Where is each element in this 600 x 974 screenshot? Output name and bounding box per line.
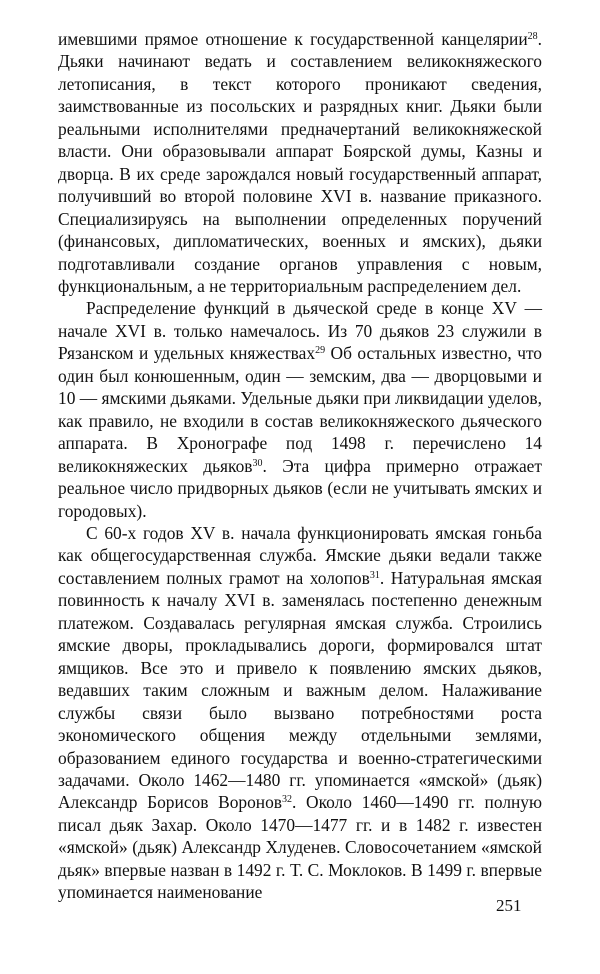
paragraph-text: имевшими прямое отношение к государственной канцелярии: [58, 29, 528, 49]
footnote-ref: 30: [252, 457, 263, 469]
paragraph-text: . Натуральная ямская повинность к началу XVI в. заменялась постепенно денежным платежом. Создавалась регулярная ямская служба. Строились ямские дворы, прокладывались дороги, формировался штат ямщиков. Все это и привело к появлению ямских дьяков, ведавших таким сложным и важным делом. Налаживание службы связи было вызвано потребностями роста экономического общения между отдельными землями, образованием единого государства и военно-стратегическими задачами. Около 1462—1480 гг. упоминается «ямской» (дьяк) Александр Борисов Воронов: [58, 567, 542, 813]
paragraph-text: Об остальных известно, что один был конюшенным, один — земским, два — дворцовыми и 10 — ямскими дьяками. Удельные дьяки при ликвидации уделов, как правило, не входили в состав великокняжеского дьяческого аппарата. В Хронографе под 1498 г. перечислено 14 великокняжеских дьяков: [58, 343, 543, 476]
footnote-ref: 32: [282, 794, 292, 806]
paragraph-text: . Эта цифра примерно отражает реальное число придворных дьяков (если не учитывать ямских и городовых).: [58, 455, 542, 521]
paragraph: [58, 28, 542, 297]
page-body: [58, 28, 542, 904]
footnote-ref: 29: [315, 345, 326, 357]
paragraph-text: . Около 1460—1490 гг. полную писал дьяк Захар. Около 1470—1477 гг. и в 1482 г. известен «ямской» (дьяк) Александр Хлуденев. Словосочетанием «ямской дьяк» впервые назван в 1492 г. Т. С. Моклоков. В 1499 г. впервые упоминается наименование: [58, 792, 542, 903]
paragraph: [58, 297, 542, 522]
paragraph-text: Распределение функций в дьяческой среде в конце XV — начале XVI в. только намечалось. Из 70 дьяков 23 служили в Рязанском и удельных княжествах: [58, 298, 542, 364]
paragraph-text: . Дьяки начинают ведать и составлением великокняжеского летописания, в текст которого проникают сведения, заимствованные из посольских и разрядных книг. Дьяки были реальными исполнителями предначертаний великокняжеской власти. Они образовывали аппарат Боярской думы, Казны и дворца. В их среде зарождался новый государственный аппарат, получивший во второй половине XVI в. название приказного. Специализируясь на выполнении определенных поручений (финансовых, дипломатических, военных и ямских), дьяки подготавливали создание органов управления с новым, функциональным, а не территориальным распределением дел.: [58, 29, 542, 296]
paragraph: [58, 522, 542, 904]
paragraph-text: С 60-х годов XV в. начала функционировать ямская гоньба как общегосударственная служба. Ямские дьяки ведали также составлением полных грамот на холопов: [58, 522, 542, 588]
page-number: 251: [496, 896, 522, 915]
footnote-ref: 31: [369, 569, 380, 581]
footnote-ref: 28: [527, 31, 538, 42]
